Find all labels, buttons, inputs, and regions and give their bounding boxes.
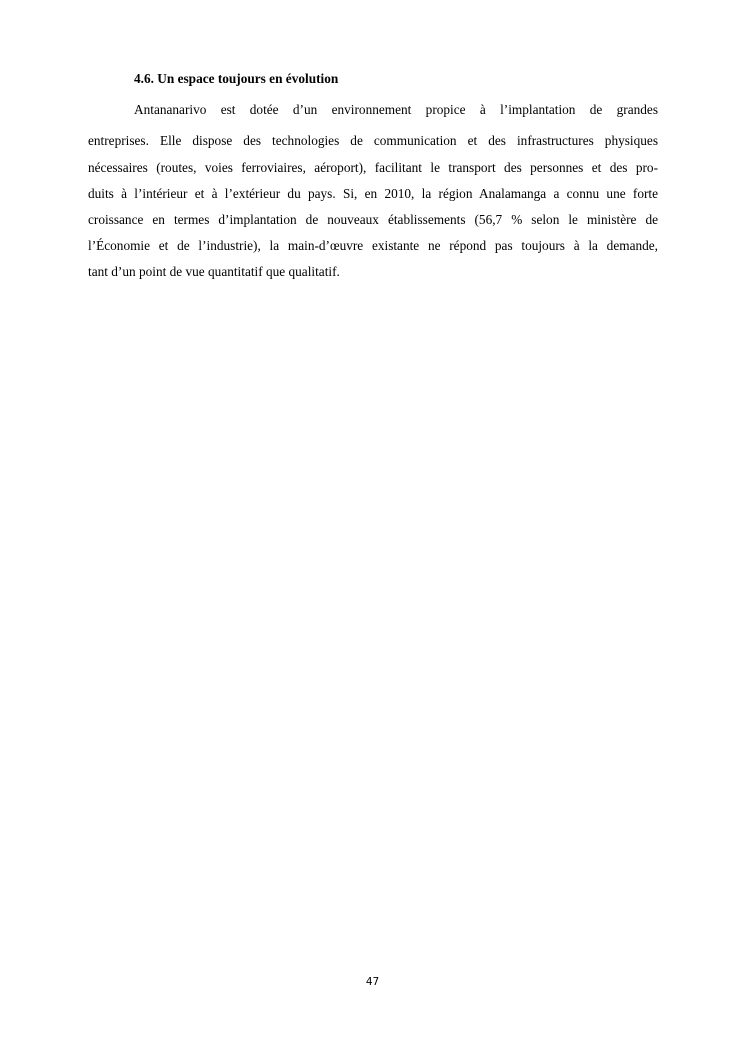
paragraph-line: l’Économie et de l’industrie), la main-d’œuvre existante ne répond pas toujours à la demande, [88,238,658,253]
section-heading: 4.6. Un espace toujours en évolution [134,71,339,86]
paragraph-line: duits à l’intérieur et à l’extérieur du pays. Si, en 2010, la région Analamanga a connu une forte [88,186,658,201]
page-number: 47 [365,976,380,988]
paragraph-line: croissance en termes d’implantation de nouveaux établissements (56,7 % selon le ministère de [88,212,658,227]
paragraph-line: Antananarivo est dotée d’un environnement propice à l’implantation de grandes [134,102,658,117]
paragraph-line: entreprises. Elle dispose des technologies de communication et des infrastructures physiques [88,133,658,148]
paragraph-line: tant d’un point de vue quantitatif que qualitatif. [88,264,340,279]
paragraph-line: nécessaires (routes, voies ferroviaires, aéroport), facilitant le transport des personnes et des pro- [88,160,658,175]
